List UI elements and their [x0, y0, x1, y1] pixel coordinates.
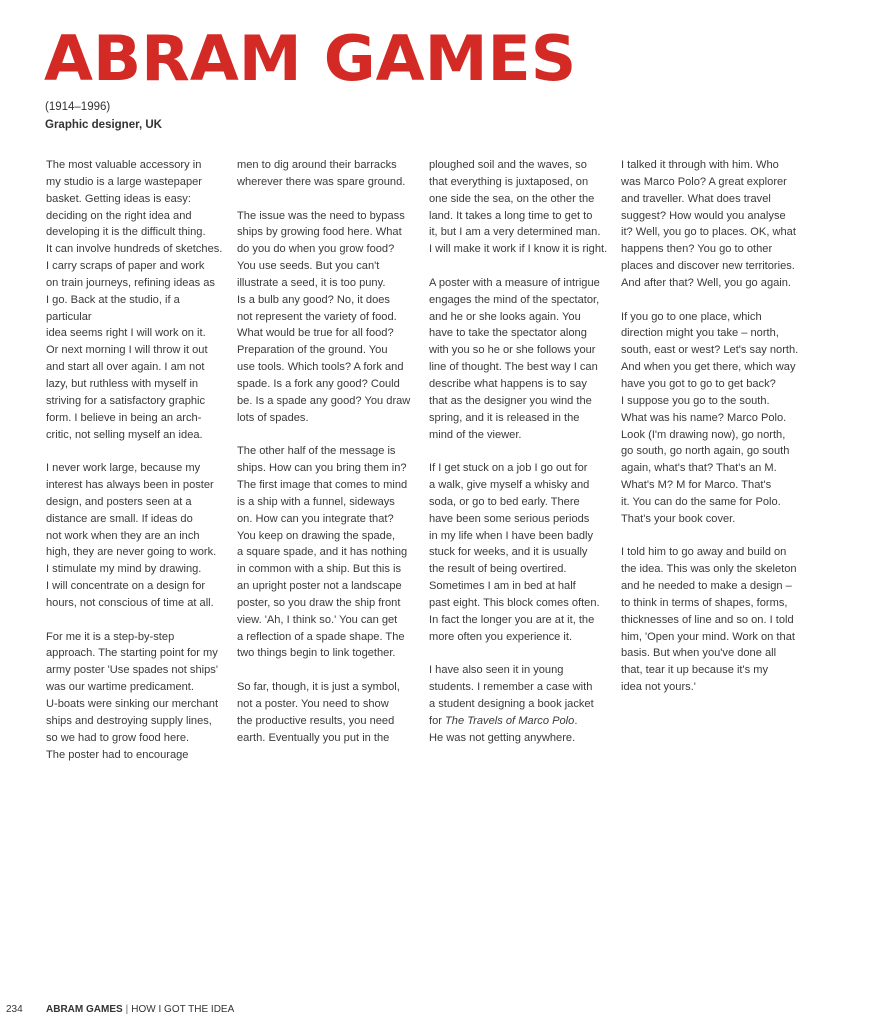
paragraph: If I get stuck on a job I go out for a walk, give myself a whisky and soda, or go to bed early. There have been some serious periods in my life when I have been badly stuck for weeks, and it is usually the result of being overtired. Sometimes I am in bed at half past eight. This block comes often. In fact the longer you are at it, the more often you experience it. [429, 462, 600, 643]
text-column-2 [237, 157, 419, 763]
paragraph: A poster with a measure of intrigue engages the mind of the spectator, and he or she looks again. You have to take the spectator along with you so he or she follows your line of thought. The best way I can describe what happens is to say that as the designer you wind the spring, and it is released in the mind of the viewer. [429, 276, 600, 441]
footer-name: ABRAM GAMES [46, 1004, 123, 1015]
paragraph: If you go to one place, which direction might you take – north, south, east or west? Let's say north. And when you get there, which way have you got to go to get back? I suppose you go to the south. What was his name? Marco Polo. Look (I'm drawing now), go north, go south, go north again, go south again, what's that? That's an M. What's M? M for Marco. That's it. You can do the same for Polo. That's your book cover. [621, 310, 799, 525]
profession: Graphic designer, UK [45, 119, 162, 131]
paragraph: men to dig around their barracks wherever there was spare ground. [237, 159, 406, 188]
paragraph-text: I have also seen it in young students. I remember a case with a student designing a book jacket for [429, 664, 594, 727]
page-number: 234 [6, 1004, 23, 1015]
text-column-1 [46, 157, 228, 780]
paragraph: The issue was the need to bypass ships by growing food here. What do you do when you grow food? You use seeds. But you can't illustrate a seed, it is too puny. Is a bulb any good? No, it does not represent the variety of food. What would be true for all food? Preparation of the ground. You use tools. Which tools? A fork and spade. Is a fork any good? Could be. Is a spade any good? You draw lots of spades. [237, 209, 411, 424]
paragraph: ploughed soil and the waves, so that everything is juxtaposed, on one side the sea, on the other the land. It takes a long time to get to it, but I am a very determined man. I will make it work if I know it is right. [429, 159, 608, 256]
paragraph [429, 662, 611, 746]
text-column-3 [429, 157, 611, 763]
paragraph: The most valuable accessory in my studio is a large wastepaper basket. Getting ideas is easy: deciding on the right idea and developing it is the difficult thing. It can involve hundreds of sketches. I carry scraps of paper and work on train journeys, refining ideas as I go. Back at the studio, if a particular idea seems right I will work on it. Or next morning I will throw it out and start all over again. I am not lazy, but ruthless with myself in striving for a satisfactory graphic form. I believe in being an arch- critic, not selling myself an idea. [46, 159, 223, 441]
paragraph-text: . He was not getting anywhere. [429, 714, 578, 744]
text-column-4 [621, 157, 803, 713]
paragraph: So far, though, it is just a symbol, not a poster. You need to show the productive results, you need earth. Eventually you put in the [237, 681, 400, 744]
paragraph: I told him to go away and build on the idea. This was only the skeleton and he needed to make a design – to think in terms of shapes, forms, thicknesses of line and so on. I told him, 'Open your mind. Work on that basis. But when you've done all that, tear it up because it's my idea not yours.' [621, 546, 797, 694]
book-title: The Travels of Marco Polo [445, 714, 575, 727]
paragraph: The other half of the message is ships. How can you bring them in? The first image that comes to mind is a ship with a funnel, sideways on. How can you integrate that? You keep on drawing the spade, a square spade, and it has nothing in common with a ship. But this is an upright poster not a landscape poster, so you draw the ship front view. 'Ah, I think so.' You can get a reflection of a spade shape. The two things begin to link together. [237, 445, 408, 660]
footer-section: HOW I GOT THE IDEA [131, 1004, 235, 1015]
footer-separator: | [125, 1004, 129, 1015]
page-title: ABRAM GAMES [44, 22, 577, 95]
lifespan: (1914–1996) [45, 101, 111, 113]
page-footer [6, 1003, 234, 1017]
paragraph: I never work large, because my interest has always been in poster design, and posters seen at a distance are small. If ideas do not work when they are an inch high, they are never going to work. I stimulate my mind by drawing. I will concentrate on a design for hours, not conscious of time at all. [46, 462, 217, 609]
paragraph: I talked it through with him. Who was Marco Polo? A great explorer and traveller. What does travel suggest? How would you analyse it? Well, you go to places. OK, what happens then? You go to other places and discover new territories. And after that? Well, you go again. [621, 159, 796, 289]
paragraph: For me it is a step-by-step approach. The starting point for my army poster 'Use spades not ships' was our wartime predicament. U-boats were sinking our merchant ships and destroying supply lines, so we had to grow food here. The poster had to encourage [46, 630, 219, 761]
